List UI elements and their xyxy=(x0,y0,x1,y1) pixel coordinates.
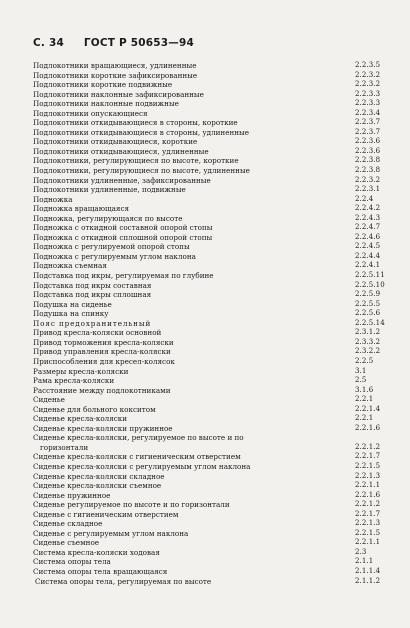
section-code: 2.2.5.11 xyxy=(355,271,385,280)
index-entry xyxy=(0,214,410,224)
index-term: Подлокотники наклонные подвижные xyxy=(33,99,179,109)
index-term: Система опоры тела вращающаяся xyxy=(33,566,168,576)
index-term: горизонтали xyxy=(40,442,89,452)
section-code: 2.2.4.7 xyxy=(355,223,381,232)
section-code: 2.2.1.7 xyxy=(355,509,381,518)
index-entry xyxy=(0,271,410,281)
index-term: Расстояние между подлокотниками xyxy=(33,385,171,395)
section-code: 2.2.1.2 xyxy=(355,500,381,509)
section-code: 2.3.3.2 xyxy=(355,337,381,346)
index-entry xyxy=(0,195,410,205)
index-term: Подножка xyxy=(33,194,73,204)
index-entry xyxy=(0,577,410,587)
section-code: 2.2.3.8 xyxy=(355,156,381,165)
index-entry xyxy=(0,233,410,243)
index-entry xyxy=(0,61,410,71)
index-entry xyxy=(0,462,410,472)
section-code: 2.2.3.5 xyxy=(355,61,381,69)
index-entry xyxy=(0,386,410,396)
index-term: Подушка на спинку xyxy=(33,309,109,319)
section-code: 2.2.3.2 xyxy=(355,80,381,89)
index-term: Подлокотники вращающиеся, удлиненные xyxy=(33,61,197,70)
index-entry xyxy=(0,290,410,300)
section-code: 2.3 xyxy=(355,547,367,556)
standard-designation: ГОСТ Р 50653—94 xyxy=(83,37,194,49)
index-term: Сиденье кресла-коляски с гигиеническим отверстием xyxy=(33,452,241,462)
section-code: 2.5 xyxy=(355,376,367,385)
index-entry xyxy=(0,156,410,166)
index-entry xyxy=(0,328,410,338)
section-code: 2.2.5.9 xyxy=(355,290,381,299)
index-term: Привод управления кресла-коляски xyxy=(33,347,171,357)
index-entry xyxy=(0,557,410,567)
index-entry xyxy=(0,118,410,128)
index-entry xyxy=(0,481,410,491)
index-term: Сиденье складное xyxy=(33,519,103,529)
section-code: 2.2.1.7 xyxy=(355,452,381,461)
index-term: Сиденье кресла-коляски пружинное xyxy=(33,423,173,433)
index-term: Подножка вращающаяся xyxy=(33,204,130,214)
section-code: 2.2.3.3 xyxy=(355,89,381,98)
index-term: Подлокотники наклонные зафиксированные xyxy=(33,89,204,99)
index-term: Привод кресла-коляски основной xyxy=(33,328,162,338)
section-code: 2.2.1.1 xyxy=(355,538,381,547)
index-term: Подножка с регулируемой опорой стопы xyxy=(33,242,190,252)
index-entry xyxy=(0,223,410,233)
section-code: 2.2.4.5 xyxy=(355,242,381,251)
index-entry xyxy=(0,405,410,415)
section-code: 2.2.3.6 xyxy=(355,137,381,146)
section-code: 2.1.1 xyxy=(355,557,374,566)
section-code: 2.2.5.6 xyxy=(355,309,381,318)
index-term: Сиденье кресла-коляски, регулируемое по высоте и по xyxy=(33,433,244,443)
index-term: Сиденье кресла-коляски с регулируемым углом наклона xyxy=(33,461,251,471)
index-term: Подножка, регулирующаяся по высоте xyxy=(33,213,183,223)
section-code: 2.2.3.1 xyxy=(355,185,381,194)
section-code: 2.2.1.6 xyxy=(355,423,381,432)
index-term: Система кресла-коляски ходовая xyxy=(33,547,160,557)
index-entry xyxy=(0,510,410,520)
index-term: Приспособления для кресел-колясок xyxy=(33,356,175,366)
section-code: 2.2.1.6 xyxy=(355,490,381,499)
section-code: 2.2.3.8 xyxy=(355,166,381,175)
section-code: 2.2.4 xyxy=(355,194,374,203)
index-entry xyxy=(0,433,410,443)
index-list xyxy=(0,61,410,586)
section-code: 2.2.5.14 xyxy=(355,318,385,327)
page-number: С. 34 xyxy=(33,37,64,49)
index-entry xyxy=(0,338,410,348)
index-entry xyxy=(0,309,410,319)
index-entry xyxy=(0,261,410,271)
index-term: Подлокотники короткие зафиксированные xyxy=(33,70,198,80)
index-entry xyxy=(0,500,410,510)
index-term: Подлокотники, регулирующиеся по высоте, удлиненные xyxy=(33,166,250,176)
index-entry xyxy=(0,71,410,81)
section-code: 3.1 xyxy=(355,366,367,375)
index-term: Размеры кресла-коляски xyxy=(33,366,129,376)
section-code: 2.2.1.3 xyxy=(355,519,381,528)
index-entry xyxy=(0,529,410,539)
section-code: 2.3.2.2 xyxy=(355,347,381,356)
index-entry xyxy=(0,252,410,262)
index-term: Подножка съемная xyxy=(33,261,107,271)
section-code: 2.2.3.7 xyxy=(355,127,381,136)
section-code: 2.2.1 xyxy=(355,395,374,404)
section-code: 2.2.1.1 xyxy=(355,481,381,490)
index-entry xyxy=(0,109,410,119)
section-code: 2.2.5.5 xyxy=(355,299,381,308)
index-entry xyxy=(0,166,410,176)
index-term: Подставка под икры сплошная xyxy=(33,290,152,300)
section-code: 2.1.1.4 xyxy=(355,566,381,575)
section-code: 2.2.3.7 xyxy=(355,118,381,127)
index-term: Подлокотники удлиненные, зафиксированные xyxy=(33,175,211,185)
index-term: Сиденье кресла-коляски съемное xyxy=(33,481,162,491)
section-code: 2.2.4.2 xyxy=(355,204,381,213)
index-entry xyxy=(0,128,410,138)
index-entry xyxy=(0,90,410,100)
index-entry xyxy=(0,424,410,434)
section-code: 2.1.1.2 xyxy=(355,576,381,585)
index-entry xyxy=(0,99,410,109)
index-entry xyxy=(0,519,410,529)
index-term: Подлокотники опускающиеся xyxy=(33,108,148,118)
index-term: Система опоры тела xyxy=(33,557,111,567)
section-code: 2.2.1.5 xyxy=(355,461,381,470)
section-code: 2.3.1.2 xyxy=(355,328,381,337)
section-code: 2.2.3.2 xyxy=(355,70,381,79)
index-term: Сиденье съемное xyxy=(33,538,100,548)
section-code: 2.2.1.4 xyxy=(355,404,381,413)
index-entry xyxy=(0,300,410,310)
index-entry xyxy=(0,347,410,357)
index-term: Сиденье для больного кокситом xyxy=(33,404,156,414)
index-term: Подставка под икры составная xyxy=(33,280,152,290)
section-code: 2.2.3.6 xyxy=(355,146,381,155)
index-entry xyxy=(0,242,410,252)
section-code: 2.2.1 xyxy=(355,414,374,423)
index-term: Рама кресла-коляски xyxy=(33,376,115,386)
section-code: 2.2.4.1 xyxy=(355,261,381,270)
index-term: Сиденье пружинное xyxy=(33,490,111,500)
index-term: Сиденье с гигиеническим отверстием xyxy=(33,509,179,519)
section-code: 2.2.3.4 xyxy=(355,108,381,117)
section-code: 2.2.4.3 xyxy=(355,213,381,222)
index-entry xyxy=(0,443,410,453)
section-code: 2.2.4.6 xyxy=(355,232,381,241)
index-entry xyxy=(0,185,410,195)
index-term: Подушка на сиденье xyxy=(33,299,112,309)
index-term: Подлокотники удлиненные, подвижные xyxy=(33,185,186,195)
index-entry xyxy=(0,376,410,386)
index-term: Сиденье регулируемое по высоте и по горизонтали xyxy=(33,500,230,510)
section-code: 2.2.1.2 xyxy=(355,442,381,451)
section-code: 2.2.4.4 xyxy=(355,251,381,260)
index-entry xyxy=(0,472,410,482)
index-entry xyxy=(0,452,410,462)
index-term: Подлокотники короткие подвижные xyxy=(33,80,173,90)
index-term: Подножка с откидной сплошной опорой стопы xyxy=(33,232,213,242)
index-entry xyxy=(0,281,410,291)
index-term: Подножка с откидной составной опорой стопы xyxy=(33,223,213,233)
index-entry xyxy=(0,548,410,558)
index-term: Подставка под икры, регулируемая по глубине xyxy=(33,271,214,281)
index-term: Система опоры тела, регулируемая по высоте xyxy=(35,576,212,586)
section-code: 2.2.5 xyxy=(355,356,374,365)
page-header xyxy=(33,37,194,49)
index-term: Подлокотники откидывающиеся, короткие xyxy=(33,137,198,147)
index-entry xyxy=(0,357,410,367)
index-entry xyxy=(0,176,410,186)
index-entry xyxy=(0,395,410,405)
index-term: Подлокотники откидывающиеся, удлиненные xyxy=(33,146,209,156)
index-term: Сиденье кресла-коляски xyxy=(33,414,128,424)
section-code: 2.2.3.2 xyxy=(355,175,381,184)
index-entry xyxy=(0,147,410,157)
index-term: Пояс предохранительный xyxy=(33,318,152,328)
index-entry xyxy=(0,319,410,329)
section-code: 2.2.3.3 xyxy=(355,99,381,108)
index-term: Привод торможения кресла-коляски xyxy=(33,337,174,347)
index-entry xyxy=(0,367,410,377)
section-code: 2.2.5.10 xyxy=(355,280,385,289)
section-code: 2.2.1.5 xyxy=(355,528,381,537)
section-code: 2.2.1.3 xyxy=(355,471,381,480)
index-entry xyxy=(0,80,410,90)
index-term: Сиденье с регулируемым углом наклона xyxy=(33,528,189,538)
index-term: Подлокотники откидывающиеся в стороны, удлиненные xyxy=(33,127,250,137)
index-term: Подлокотники откидывающиеся в стороны, короткие xyxy=(33,118,238,128)
index-term: Сиденье xyxy=(33,395,65,405)
index-term: Подножка с регулируемым углом наклона xyxy=(33,251,196,261)
index-entry xyxy=(0,491,410,501)
index-entry xyxy=(0,567,410,577)
index-term: Сиденье кресла-коляски складное xyxy=(33,471,165,481)
index-entry xyxy=(0,414,410,424)
index-entry xyxy=(0,204,410,214)
index-term: Подлокотники, регулирующиеся по высоте, короткие xyxy=(33,156,239,166)
index-entry xyxy=(0,538,410,548)
index-entry xyxy=(0,137,410,147)
section-code: 3.1.6 xyxy=(355,385,374,394)
